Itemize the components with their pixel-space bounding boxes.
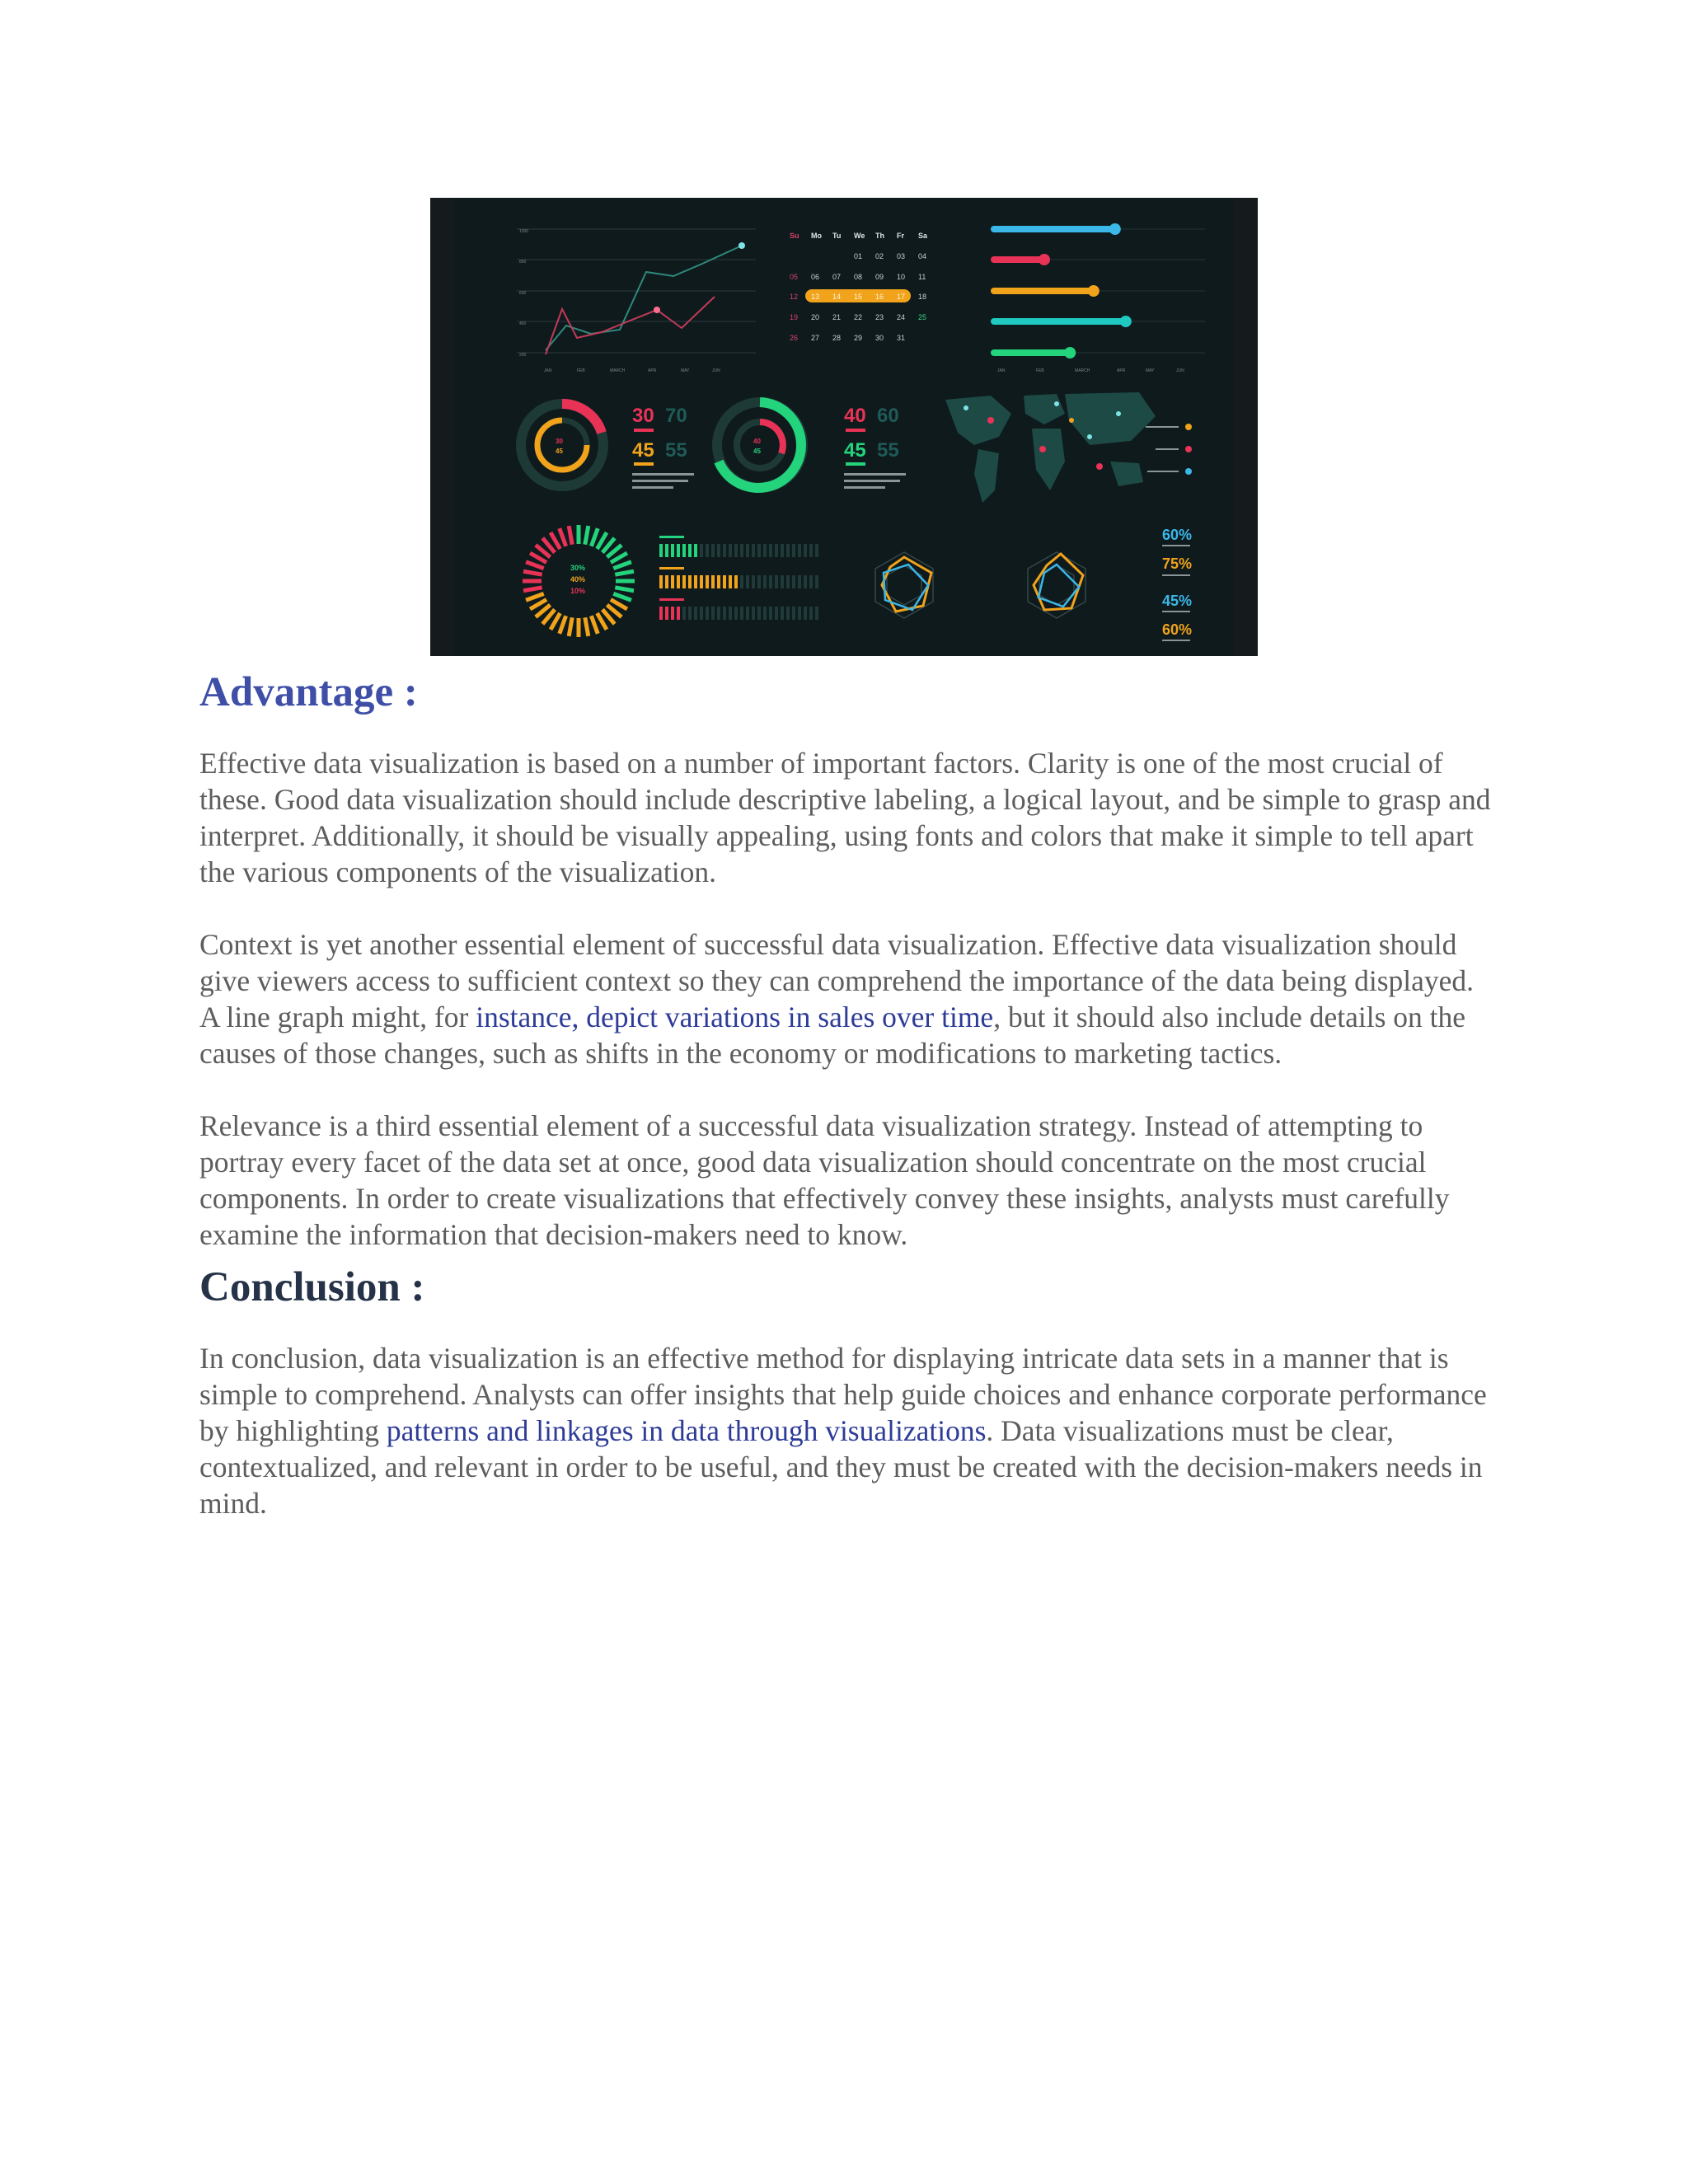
- svg-text:40: 40: [844, 405, 866, 427]
- bar-segment: [729, 607, 732, 620]
- svg-text:Fr: Fr: [897, 232, 904, 240]
- bar-segment: [665, 607, 668, 620]
- svg-text:MARCH: MARCH: [1075, 368, 1090, 373]
- bar-segment: [711, 575, 715, 588]
- svg-text:24: 24: [897, 313, 906, 321]
- svg-text:09: 09: [875, 273, 884, 281]
- bar-segment: [711, 607, 715, 620]
- svg-text:19: 19: [790, 313, 799, 321]
- bar-segment: [809, 607, 813, 620]
- segmented-bars: [659, 536, 818, 620]
- svg-text:30%: 30%: [570, 564, 586, 572]
- bar-segment: [700, 544, 703, 557]
- stats-column: [1162, 527, 1192, 641]
- bar-segment: [688, 607, 692, 620]
- bar-segment: [740, 607, 743, 620]
- svg-text:04: 04: [918, 252, 927, 260]
- svg-text:25: 25: [918, 313, 927, 321]
- svg-text:55: 55: [877, 439, 899, 462]
- bar-segment: [757, 607, 761, 620]
- svg-text:27: 27: [811, 334, 820, 342]
- svg-text:05: 05: [790, 273, 799, 281]
- svg-text:45%: 45%: [1162, 593, 1193, 609]
- bar-segment: [706, 575, 709, 588]
- svg-text:Tu: Tu: [832, 232, 842, 240]
- svg-text:40%: 40%: [570, 575, 586, 583]
- bar-segment: [769, 544, 772, 557]
- bar-segment: [671, 575, 674, 588]
- bar-segment: [694, 607, 697, 620]
- bar-segment: [804, 607, 807, 620]
- ring-segment: [585, 526, 588, 545]
- bar-segment: [682, 544, 686, 557]
- progress-bar-fill: [991, 256, 1044, 263]
- progress-bar-knob: [1039, 254, 1050, 265]
- bar-segment: [723, 544, 726, 557]
- svg-text:JAN: JAN: [544, 368, 552, 373]
- bar-segment: [804, 575, 807, 588]
- line-chart: [517, 229, 756, 373]
- bar-segment: [786, 607, 790, 620]
- progress-bar-knob: [1109, 223, 1121, 235]
- svg-text:APR: APR: [1117, 368, 1126, 373]
- bar-segment: [694, 575, 697, 588]
- svg-text:12: 12: [790, 293, 799, 301]
- ring-labels: [570, 564, 585, 595]
- svg-text:MAY: MAY: [681, 368, 690, 373]
- svg-text:Su: Su: [790, 232, 799, 240]
- ring-segment: [569, 526, 572, 545]
- svg-text:14: 14: [832, 293, 842, 301]
- bar-segment: [815, 544, 818, 557]
- ring-segment: [569, 617, 572, 636]
- bar-segment: [752, 544, 755, 557]
- world-map: [945, 392, 1192, 503]
- paragraph-text: In conclusion, data visualization is an effective method for displaying intricate data sets in a manner that is simple to comprehend. Analysts can offer insights that help guide choices and enhance corporate performance by highlighting: [199, 1342, 1487, 1447]
- bar-segment: [677, 544, 680, 557]
- svg-text:03: 03: [897, 252, 906, 260]
- bar-segment: [717, 607, 720, 620]
- svg-text:45: 45: [556, 448, 563, 455]
- paragraph-text: . Data visualizations must be clear, contextualized, and relevant in order to be useful, and they must be created with the decision-makers needs in mind.: [199, 1414, 1483, 1520]
- advantage-paragraph-1: Effective data visualization is based on a number of important factors. Clarity is one of the most crucial of these. Good data visualization should include descriptive labeling, a logical layout, and be simple to grasp and interpret. Additionally, it should be visually appealing, using fonts and colors that make it simple to tell apart the various components of the visualization.: [199, 747, 1491, 888]
- svg-text:600: 600: [519, 291, 527, 296]
- progress-bar-fill: [991, 318, 1126, 325]
- bar-segment: [677, 607, 680, 620]
- bar-segment: [729, 575, 732, 588]
- svg-text:07: 07: [832, 273, 842, 281]
- ring-segment: [615, 588, 634, 591]
- svg-text:11: 11: [918, 273, 926, 281]
- svg-text:55: 55: [665, 439, 687, 462]
- svg-text:01: 01: [854, 252, 863, 260]
- bar-segment: [763, 575, 767, 588]
- svg-text:28: 28: [832, 334, 842, 342]
- bar-segment: [815, 607, 818, 620]
- svg-text:02: 02: [875, 252, 884, 260]
- progress-bar-knob: [1088, 285, 1100, 297]
- svg-text:45: 45: [753, 448, 761, 455]
- donut-gauge-2: [717, 402, 906, 489]
- bar-segment: [786, 544, 790, 557]
- bar-segment: [665, 544, 668, 557]
- svg-text:20: 20: [811, 313, 820, 321]
- progress-bar-fill: [991, 226, 1115, 232]
- progress-bar-knob: [1064, 347, 1076, 359]
- svg-text:17: 17: [897, 293, 906, 301]
- donut-gauge-1: [521, 404, 694, 489]
- bar-segment: [659, 607, 663, 620]
- svg-text:18: 18: [918, 293, 927, 301]
- bar-segment: [752, 607, 755, 620]
- svg-text:10%: 10%: [570, 587, 586, 595]
- ring-segment: [526, 593, 544, 600]
- bar-segment: [804, 544, 807, 557]
- bar-segment: [769, 607, 772, 620]
- paragraph-text: Context is yet another essential element of successful data visualization. Effective data visualization should give viewers access to sufficient context so they can comprehend the importance of the data being displayed. A line graph might, for: [199, 928, 1475, 1033]
- advantage-paragraph-3: Relevance is a third essential element of a successful data visualization strategy. Instead of attempting to portray every facet of the data set at once, good data visualization should concentrate on the most crucial components. In order to create visualizations that effectively convey these insights, analysts must carefully examine the information that decision-makers need to know.: [199, 1109, 1450, 1251]
- bar-segment: [671, 607, 674, 620]
- bar-segment: [723, 607, 726, 620]
- bar-segment: [798, 575, 801, 588]
- bar-segment: [717, 575, 720, 588]
- svg-text:Th: Th: [875, 232, 884, 240]
- svg-text:MAY: MAY: [1146, 368, 1155, 373]
- svg-text:22: 22: [854, 313, 863, 321]
- progress-bars: [991, 223, 1205, 373]
- bar-segment: [682, 607, 686, 620]
- svg-text:JUN: JUN: [1176, 368, 1184, 373]
- svg-text:16: 16: [875, 293, 884, 301]
- svg-text:800: 800: [519, 260, 527, 265]
- ring-segment: [613, 593, 631, 600]
- radar-chart-1: [875, 552, 933, 618]
- svg-text:Sa: Sa: [918, 232, 928, 240]
- bar-segment: [746, 607, 749, 620]
- ring-segment: [523, 571, 542, 574]
- svg-text:30: 30: [556, 438, 563, 445]
- bar-segment: [775, 607, 778, 620]
- bar-segment: [711, 544, 715, 557]
- bar-segment: [792, 575, 795, 588]
- svg-text:21: 21: [832, 313, 842, 321]
- svg-text:APR: APR: [648, 368, 657, 373]
- ring-segment: [591, 528, 598, 546]
- bar-segment: [781, 607, 784, 620]
- ring-segment: [615, 571, 634, 574]
- svg-text:200: 200: [519, 353, 527, 358]
- ring-segment: [523, 588, 542, 591]
- bar-segment: [781, 544, 784, 557]
- svg-text:60: 60: [877, 405, 899, 427]
- bar-segment: [694, 544, 697, 557]
- calendar: [790, 232, 928, 342]
- progress-bar-fill: [991, 349, 1070, 356]
- bar-segment: [809, 575, 813, 588]
- bar-segment: [659, 575, 663, 588]
- bar-segment: [792, 607, 795, 620]
- svg-text:75%: 75%: [1162, 555, 1193, 572]
- bar-segment: [809, 544, 813, 557]
- bar-segment: [740, 544, 743, 557]
- bar-segment: [757, 544, 761, 557]
- conclusion-heading: Conclusion :: [199, 1264, 425, 1310]
- conclusion-paragraph: [199, 1340, 1493, 1521]
- bar-segment: [798, 607, 801, 620]
- bar-segment: [792, 544, 795, 557]
- svg-text:400: 400: [519, 321, 527, 326]
- bar-segment: [700, 575, 703, 588]
- advantage-paragraph-2: [199, 926, 1493, 1071]
- svg-text:06: 06: [811, 273, 820, 281]
- article-body: [199, 656, 1493, 1521]
- svg-text:Mo: Mo: [811, 232, 822, 240]
- svg-text:45: 45: [844, 439, 866, 462]
- bar-segment: [677, 575, 680, 588]
- svg-text:MARCH: MARCH: [610, 368, 626, 373]
- bar-segment: [665, 575, 668, 588]
- bar-segment: [815, 575, 818, 588]
- bar-segment: [763, 607, 767, 620]
- progress-bar-knob: [1120, 316, 1132, 327]
- bar-segment: [688, 544, 692, 557]
- ring-segment: [591, 616, 598, 634]
- svg-text:We: We: [854, 232, 865, 240]
- progress-bar-fill: [991, 288, 1094, 294]
- bar-segment: [769, 575, 772, 588]
- bar-segment: [671, 544, 674, 557]
- bar-segment: [786, 575, 790, 588]
- bar-segment: [752, 575, 755, 588]
- bar-segment: [682, 575, 686, 588]
- bar-segment: [775, 544, 778, 557]
- svg-text:31: 31: [897, 334, 906, 342]
- svg-text:10: 10: [897, 273, 906, 281]
- svg-text:23: 23: [875, 313, 884, 321]
- advantage-heading: Advantage :: [199, 669, 418, 715]
- dashboard-illustration: [430, 198, 1258, 656]
- svg-text:26: 26: [790, 334, 799, 342]
- bar-segment: [781, 575, 784, 588]
- dashboard-graphic: [430, 198, 1258, 656]
- svg-text:45: 45: [632, 439, 654, 462]
- svg-text:13: 13: [811, 293, 820, 301]
- ring-segment: [560, 528, 566, 546]
- patterns-linkages-link[interactable]: patterns and linkages in data through visualizations: [386, 1414, 987, 1447]
- bar-segment: [729, 544, 732, 557]
- svg-text:FEB: FEB: [577, 368, 585, 373]
- ring-segment: [526, 562, 544, 569]
- bar-segment: [717, 544, 720, 557]
- svg-text:29: 29: [854, 334, 863, 342]
- bar-segment: [659, 544, 663, 557]
- svg-text:1000: 1000: [519, 229, 529, 234]
- bar-segment: [723, 575, 726, 588]
- bar-segment: [746, 575, 749, 588]
- sales-over-time-link[interactable]: instance, depict variations in sales over time: [476, 1001, 994, 1033]
- svg-text:60%: 60%: [1162, 621, 1193, 638]
- bar-segment: [775, 575, 778, 588]
- paragraph-text: , but it should also include details on the causes of those changes, such as shifts in the economy or modifications to marketing tactics.: [199, 1001, 1466, 1070]
- bar-segment: [746, 544, 749, 557]
- bar-segment: [688, 575, 692, 588]
- bar-segment: [734, 607, 738, 620]
- svg-text:40: 40: [753, 438, 761, 445]
- radar-chart-2: [1028, 552, 1085, 618]
- svg-text:60%: 60%: [1162, 527, 1193, 543]
- ring-segment: [613, 562, 631, 569]
- bar-segment: [734, 544, 738, 557]
- ring-segment: [585, 617, 588, 636]
- bar-segment: [706, 607, 709, 620]
- bar-segment: [700, 607, 703, 620]
- svg-text:JUN: JUN: [712, 368, 720, 373]
- svg-text:30: 30: [632, 405, 654, 427]
- bar-segment: [763, 544, 767, 557]
- bar-segment: [706, 544, 709, 557]
- svg-text:30: 30: [875, 334, 884, 342]
- svg-text:08: 08: [854, 273, 863, 281]
- svg-text:JAN: JAN: [997, 368, 1006, 373]
- bar-segment: [798, 544, 801, 557]
- svg-text:15: 15: [854, 293, 863, 301]
- svg-text:FEB: FEB: [1036, 368, 1044, 373]
- ring-segment: [560, 616, 566, 634]
- svg-text:70: 70: [665, 405, 687, 427]
- bar-segment: [740, 575, 743, 588]
- bar-segment: [757, 575, 761, 588]
- bar-segment: [734, 575, 738, 588]
